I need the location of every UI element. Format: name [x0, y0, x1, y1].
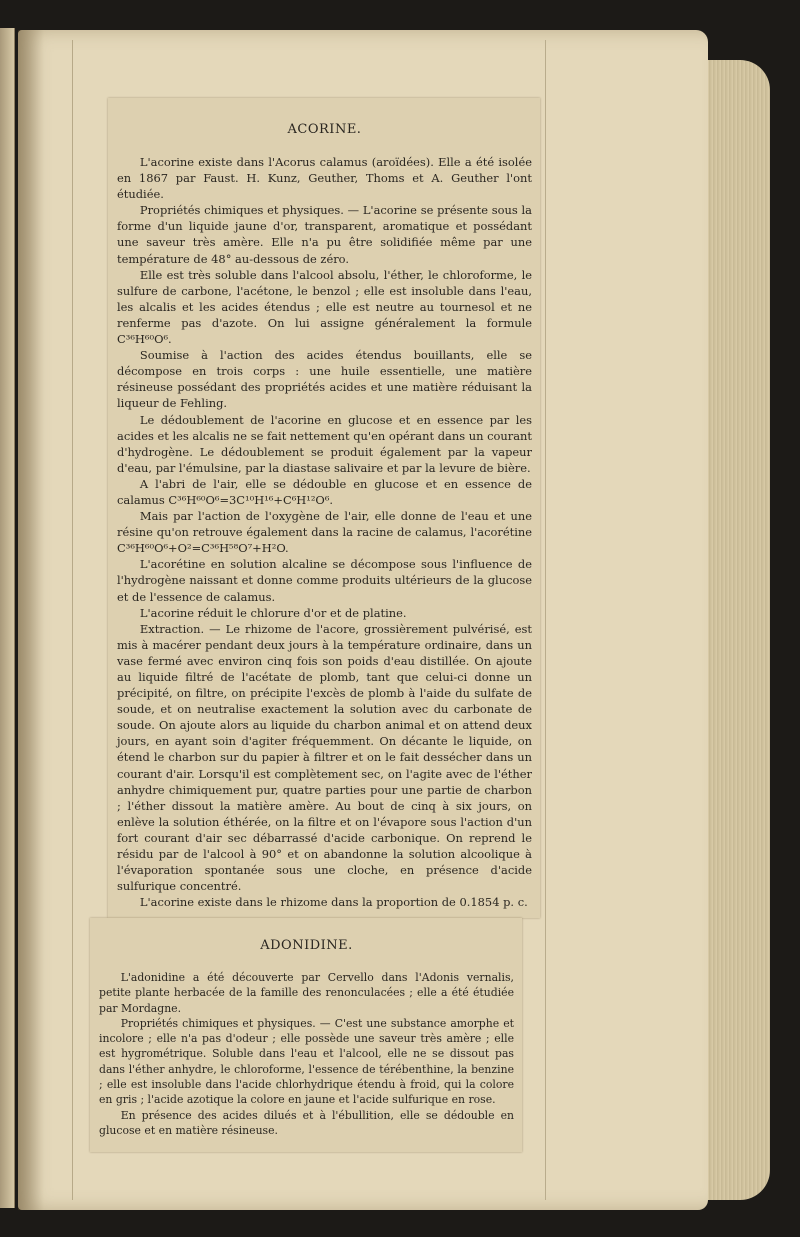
acorine-paragraph: Propriétés chimiques et physiques. — L'acorine se présente sous la forme d'un liquide jaune d'or, transparent, aromatique et possédant une saveur très amère. Elle n'a pu être solidifiée même par une température de 48° au-dessous de zéro.	[117, 203, 532, 266]
acorine-paragraph: Mais par l'action de l'oxygène de l'air, elle donne de l'eau et une résine qu'on retrouve également dans la racine de calamus, l'acorétine C³⁶H⁶⁰O⁶+O²=C³⁶H⁵⁸O⁷+H²O.	[117, 509, 532, 556]
acorine-paragraph: Elle est très soluble dans l'alcool absolu, l'éther, le chloroforme, le sulfure de carbone, l'acétone, le benzol ; elle est insoluble dans l'eau, les alcalis et les acides étendus ; elle est neutre au tournesol et ne renferme pas d'azote. On lui assigne généralement la formule C³⁶H⁶⁰O⁶.	[117, 267, 532, 347]
adonidine-paragraph: Propriétés chimiques et physiques. — C'est une substance amorphe et incolore ; elle n'a pas d'odeur ; elle possède une saveur très amère ; elle est hygrométrique. Soluble dans l'eau et l'alcool, elle ne se dissout pas dans l'éther anhydre, le chloroforme, l'essence de térébenthine, la benzine ; elle est insoluble dans l'acide chlorhydrique étendu à froid, qui la colore en gris ; l'acide azotique la colore en jaune et l'acide sulfurique en rose.	[99, 1016, 514, 1107]
acorine-paragraph: L'acorine existe dans l'Acorus calamus (aroïdées). Elle a été isolée en 1867 par Faust. H. Kunz, Geuther, Thoms et A. Geuther l'ont étudiée.	[117, 155, 532, 202]
acorine-paragraph: L'acorétine en solution alcaline se décompose sous l'influence de l'hydrogène naissant et donne comme produits ultérieurs de la glucose et de l'essence de calamus.	[117, 557, 532, 604]
acorine-paragraph: L'acorine réduit le chlorure d'or et de platine.	[139, 605, 407, 620]
adonidine-clipping	[90, 918, 522, 1152]
acorine-clipping	[108, 98, 540, 918]
acorine-title: ACORINE.	[287, 122, 362, 137]
page-fold-shadow	[18, 30, 44, 1210]
acorine-paragraph: Le dédoublement de l'acorine en glucose et en essence par les acides et les alcalis ne se fait nettement qu'en opérant dans un courant d'hydrogène. Le dédoublement se produit également par la vapeur d'eau, par l'émulsine, par la diastase salivaire et par la levure de bière.	[117, 412, 532, 475]
adonidine-paragraph: L'adonidine a été découverte par Cervello dans l'Adonis vernalis, petite plante herbacée de la famille des renonculacées ; elle a été étudiée par Mordagne.	[99, 971, 514, 1015]
acorine-paragraph: Soumise à l'action des acides étendus bouillants, elle se décompose en trois corps : une huile essentielle, une matière résineuse possédant des propriétés acides et une matière réduisant la liqueur de Fehling.	[117, 348, 532, 411]
margin-line-right	[545, 40, 546, 1200]
left-page-edge	[0, 28, 15, 1208]
acorine-paragraph: A l'abri de l'air, elle se dédouble en glucose et en essence de calamus C³⁶H⁶⁰O⁶=3C¹⁰H¹⁶+C⁶H¹²O⁶.	[117, 476, 532, 507]
adonidine-paragraph: En présence des acides dilués et à l'ébullition, elle se dédouble en glucose et en matière résineuse.	[99, 1108, 514, 1137]
acorine-paragraph: Extraction. — Le rhizome de l'acore, grossièrement pulvérisé, est mis à macérer pendant deux jours à la température ordinaire, dans un vase fermé avec environ cinq fois son poids d'eau distillée. On ajoute au liquide filtré de l'acétate de plomb, tant que celui-ci donne un précipité, on filtre, on précipite l'excès de plomb à l'aide du sulfate de soude, et on neutralise exactement la solution avec du carbonate de soude. On ajoute alors au liquide du charbon animal et on attend deux jours, en ayant soin d'agiter fréquemment. On décante le liquide, on étend le charbon sur du papier à filtrer et on le fait dessécher dans un courant d'air. Lorsqu'il est complètement sec, on l'agite avec de l'éther anhydre chimiquement pur, quatre parties pour une partie de charbon ; l'éther dissout la matière amère. Au bout de cinq à six jours, on enlève la solution éthérée, on la filtre et on l'évapore sous l'action d'un fort courant d'air sec débarrassé d'acide carbonique. On reprend le résidu par de l'alcool à 90° et on abandonne la solution alcoolique à l'évaporation spontanée sous une cloche, en présence d'acide sulfurique concentré.	[117, 621, 532, 894]
margin-line-left	[72, 40, 73, 1200]
acorine-paragraph: L'acorine existe dans le rhizome dans la proportion de 0.1854 p. c.	[139, 895, 528, 910]
adonidine-title: ADONIDINE.	[260, 938, 353, 953]
